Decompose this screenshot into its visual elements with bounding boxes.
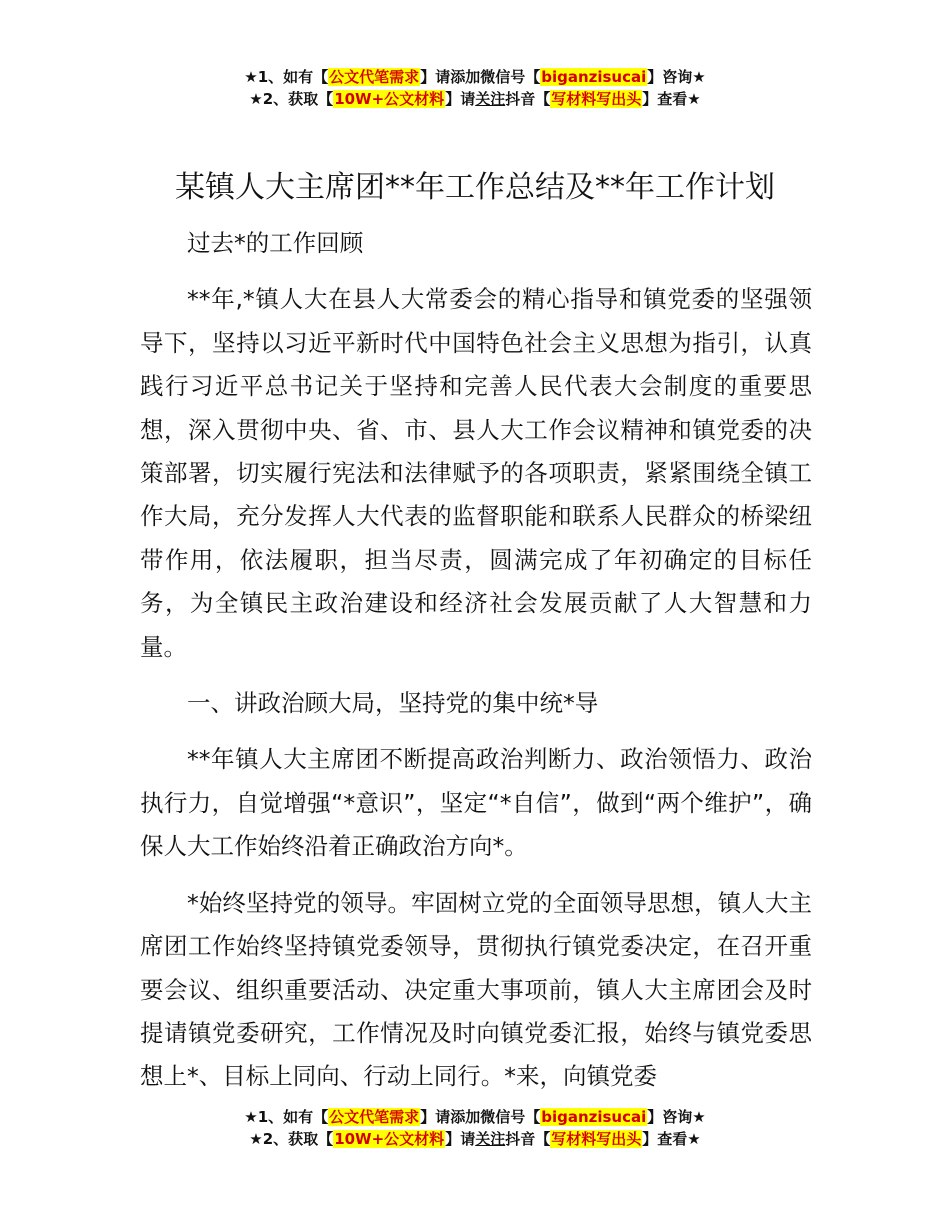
banner-line-2: [0, 88, 950, 110]
section-heading: 一、讲政治顾大局，坚持党的集中统*导: [187, 689, 599, 718]
banner-text: ★2、获取【: [249, 1130, 334, 1148]
banner-text: 】查看★: [642, 1130, 701, 1148]
document-body: [140, 222, 812, 1099]
banner-underlined: 关注: [475, 1130, 506, 1148]
banner-text: 】请: [445, 1130, 476, 1148]
banner-highlight: biganzisucai: [541, 68, 647, 86]
banner-text: 抖音【: [505, 1130, 551, 1148]
banner-text: 】请添加微信号【: [420, 1108, 541, 1126]
footer-banner: [0, 1106, 950, 1150]
banner-highlight: 公文代笔需求: [329, 1108, 420, 1126]
banner-line-2: [0, 1128, 950, 1150]
banner-highlight: 10W+公文材料: [334, 90, 445, 108]
banner-text: 抖音【: [505, 90, 551, 108]
banner-highlight: 写材料写出头: [551, 90, 642, 108]
banner-text: 】请添加微信号【: [420, 68, 541, 86]
banner-highlight: 公文代笔需求: [329, 68, 420, 86]
banner-text: 】咨询★: [647, 1108, 706, 1126]
banner-line-1: [0, 66, 950, 88]
body-paragraph: *始终坚持党的领导。牢固树立党的全面领导思想，镇人大主席团工作始终坚持镇党委领导，贯彻执行镇党委决定，在召开重要会议、组织重要活动、决定重大事项前，镇人大主席团会及时提请镇党委研究，工作情况及时向镇党委汇报，始终与镇党委思想上*、目标上同向、行动上同行。*来，向镇党委: [140, 888, 812, 1091]
header-banner: [0, 66, 950, 110]
banner-text: 】咨询★: [647, 68, 706, 86]
body-paragraph: **年,*镇人大在县人大常委会的精心指导和镇党委的坚强领导下，坚持以习近平新时代中国特色社会主义思想为指引，认真践行习近平总书记关于坚持和完善人民代表大会制度的重要思想，深入贯彻中央、省、市、县人大工作会议精神和镇党委的决策部署，切实履行宪法和法律赋予的各项职责，紧紧围绕全镇工作大局，充分发挥人大代表的监督职能和联系人民群众的桥梁纽带作用，依法履职，担当尽责，圆满完成了年初确定的目标任务，为全镇民主政治建设和经济社会发展贡献了人大智慧和力量。: [140, 285, 812, 661]
banner-highlight: 10W+公文材料: [334, 1130, 445, 1148]
section-heading: 过去*的工作回顾: [187, 229, 364, 257]
banner-highlight: 写材料写出头: [551, 1130, 642, 1148]
banner-text: 】请: [445, 90, 476, 108]
banner-text: ★2、获取【: [249, 90, 334, 108]
banner-underlined: 关注: [475, 90, 506, 108]
document-title: 某镇人大主席团**年工作总结及**年工作计划: [175, 170, 775, 205]
banner-line-1: [0, 1106, 950, 1128]
body-paragraph: **年镇人大主席团不断提高政治判断力、政治领悟力、政治执行力，自觉增强“*意识”，坚定“*自信”，做到“两个维护”，确保人大工作始终沿着正确政治方向*。: [140, 745, 812, 861]
banner-text: 】查看★: [642, 90, 701, 108]
banner-text: ★1、如有【: [244, 1108, 329, 1126]
banner-text: ★1、如有【: [244, 68, 329, 86]
banner-highlight: biganzisucai: [541, 1108, 647, 1126]
